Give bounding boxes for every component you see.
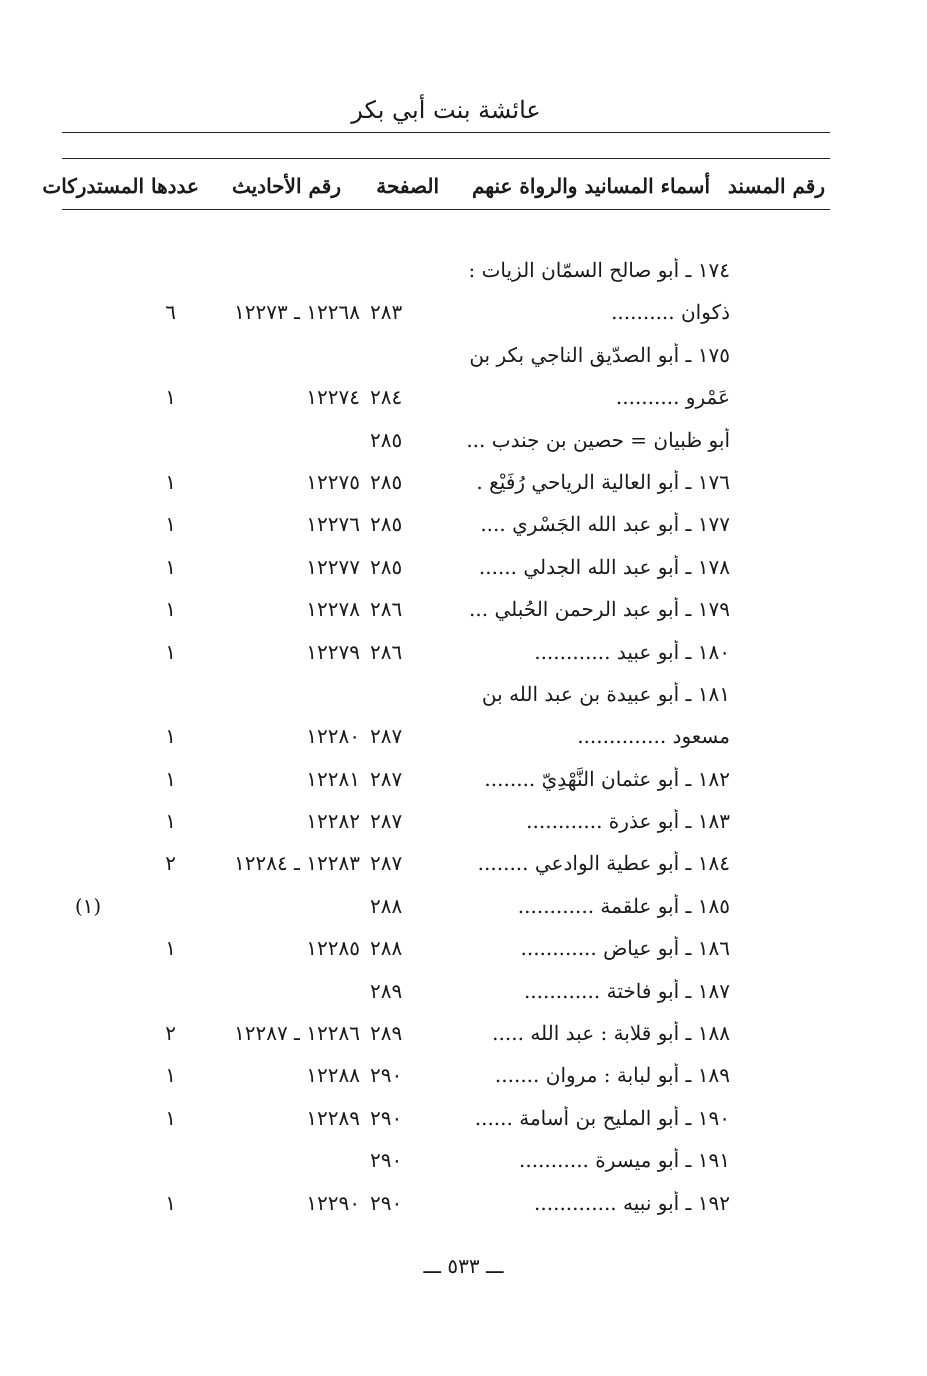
table-row [0,508,927,550]
header-musnad-number: رقم المسند [727,174,825,198]
row-count: ١ [165,936,176,961]
table-row [0,1017,927,1059]
header-hadith-numbers: رقم الأحاديث [231,174,341,198]
table-row [0,847,927,889]
row-hadith-numbers: ١٢٢٨٢ [306,809,360,834]
table-row [0,254,927,296]
header-count: عددها المستدركات [42,174,199,198]
row-count: ١ [165,809,176,834]
row-page: ٢٨٦ [370,597,403,622]
row-name: ١٨٠ ـ أبو عبيد ............ [534,639,730,664]
row-count: ٦ [165,300,176,325]
row-name: ١٧٥ ـ أبو الصدّيق الناجي بكر بن [469,342,730,367]
row-hadith-numbers: ١٢٢٦٨ ـ ١٢٢٧٣ [233,300,360,325]
row-name: ذكوان .......... [611,300,730,325]
row-count: ١ [165,597,176,622]
table-row [0,381,927,423]
row-name: أبو ظبيان = حصين بن جندب ... [466,427,730,452]
row-hadith-numbers: ١٢٢٨٦ ـ ١٢٢٨٧ [233,1021,360,1046]
header-top-divider [62,158,830,159]
row-footnote-marker: (١) [74,893,102,918]
row-count: ١ [165,512,176,537]
row-hadith-numbers: ١٢٢٧٤ [306,385,360,410]
table-row [0,593,927,635]
row-hadith-numbers: ١٢٢٨٥ [306,936,360,961]
row-count: ١ [165,1063,176,1088]
row-name: ١٨٤ ـ أبو عطية الوادعي ........ [477,851,730,876]
row-count: ١ [165,554,176,579]
page-number: ـــ ٥٣٣ ـــ [423,1254,504,1278]
row-page: ٢٨٤ [370,385,403,410]
table-row [0,720,927,762]
table-row [0,636,927,678]
row-page: ٢٨٣ [370,300,403,325]
table-row [0,678,927,720]
row-page: ٢٨٥ [370,554,403,579]
row-name: ١٩٠ ـ أبو المليح بن أسامة ...... [474,1105,730,1130]
row-page: ٢٨٥ [370,427,403,452]
row-hadith-numbers: ١٢٢٧٩ [306,639,360,664]
row-count: ١ [165,766,176,791]
row-page: ٢٨٥ [370,469,403,494]
row-hadith-numbers: ١٢٢٨٠ [306,724,360,749]
row-name: ١٨٩ ـ أبو لبابة : مروان ....... [494,1063,730,1088]
table-row [0,805,927,847]
row-page: ٢٨٨ [370,893,403,918]
table-row [0,339,927,381]
row-count: ١ [165,1190,176,1215]
row-page: ٢٨٧ [370,851,403,876]
row-page: ٢٨٨ [370,936,403,961]
row-name: ١٨٢ ـ أبو عثمان النَّهْدِيّ ........ [484,766,730,791]
row-name: ١٧٩ ـ أبو عبد الرحمن الحُبلي ... [469,597,730,622]
row-name: ١٩٢ ـ أبو نبيه ............. [534,1190,730,1215]
row-name: ١٨٥ ـ أبو علقمة ............ [517,893,730,918]
row-hadith-numbers: ١٢٢٩٠ [306,1190,360,1215]
page-title: عائشة بنت أبي بكر [351,96,541,124]
row-count: ١ [165,385,176,410]
row-count: ٢ [165,851,176,876]
row-page: ٢٨٩ [370,1021,403,1046]
table-row [0,890,927,932]
row-page: ٢٨٧ [370,809,403,834]
row-count: ٢ [165,1021,176,1046]
row-hadith-numbers: ١٢٢٧٥ [306,469,360,494]
title-divider [62,132,830,133]
row-page: ٢٨٧ [370,766,403,791]
row-name: ١٨٣ ـ أبو عذرة ............ [526,809,730,834]
row-count: ١ [165,469,176,494]
table-row [0,1102,927,1144]
row-name: ١٨٧ ـ أبو فاختة ............ [523,978,730,1003]
row-name: ١٧٧ ـ أبو عبد الله الجَسْري .... [480,512,730,537]
row-name: مسعود .............. [577,724,730,749]
row-name: ١٧٦ ـ أبو العالية الرياحي رُفَيْع . [476,469,730,494]
row-page: ٢٨٩ [370,978,403,1003]
table-row [0,424,927,466]
row-name: ١٧٨ ـ أبو عبد الله الجدلي ...... [478,554,730,579]
row-hadith-numbers: ١٢٢٨٩ [306,1105,360,1130]
row-name: ١٨٨ ـ أبو قلابة : عبد الله ..... [492,1021,730,1046]
row-name: ١٨٦ ـ أبو عياض ............ [520,936,730,961]
row-count: ١ [165,639,176,664]
table-row [0,1059,927,1101]
row-hadith-numbers: ١٢٢٧٦ [306,512,360,537]
row-hadith-numbers: ١٢٢٨١ [306,766,360,791]
row-hadith-numbers: ١٢٢٧٨ [306,597,360,622]
table-row [0,763,927,805]
row-name: ١٩١ ـ أبو ميسرة ........... [518,1148,730,1173]
row-page: ٢٩٠ [370,1063,403,1088]
row-page: ٢٨٦ [370,639,403,664]
row-name: ١٧٤ ـ أبو صالح السمّان الزيات : [468,258,730,282]
header-names: أسماء المسانيد والرواة عنهم [471,174,710,198]
row-page: ٢٩٠ [370,1148,403,1173]
row-name: ١٨١ ـ أبو عبيدة بن عبد الله بن [481,681,730,706]
table-row [0,296,927,338]
row-count: ١ [165,1105,176,1130]
row-page: ٢٩٠ [370,1190,403,1215]
row-hadith-numbers: ١٢٢٨٣ ـ ١٢٢٨٤ [233,851,360,876]
table-row [0,466,927,508]
table-row [0,932,927,974]
row-hadith-numbers: ١٢٢٨٨ [306,1063,360,1088]
table-row [0,1144,927,1186]
table-row [0,975,927,1017]
table-row [0,551,927,593]
row-hadith-numbers: ١٢٢٧٧ [306,554,360,579]
row-page: ٢٨٥ [370,512,403,537]
row-page: ٢٨٧ [370,724,403,749]
row-name: عَمْرو .......... [615,385,730,410]
table-row [0,1187,927,1229]
row-page: ٢٩٠ [370,1105,403,1130]
header-page: الصفحة [376,174,439,198]
row-count: ١ [165,724,176,749]
header-bottom-divider [62,209,830,210]
index-table [0,254,927,1229]
